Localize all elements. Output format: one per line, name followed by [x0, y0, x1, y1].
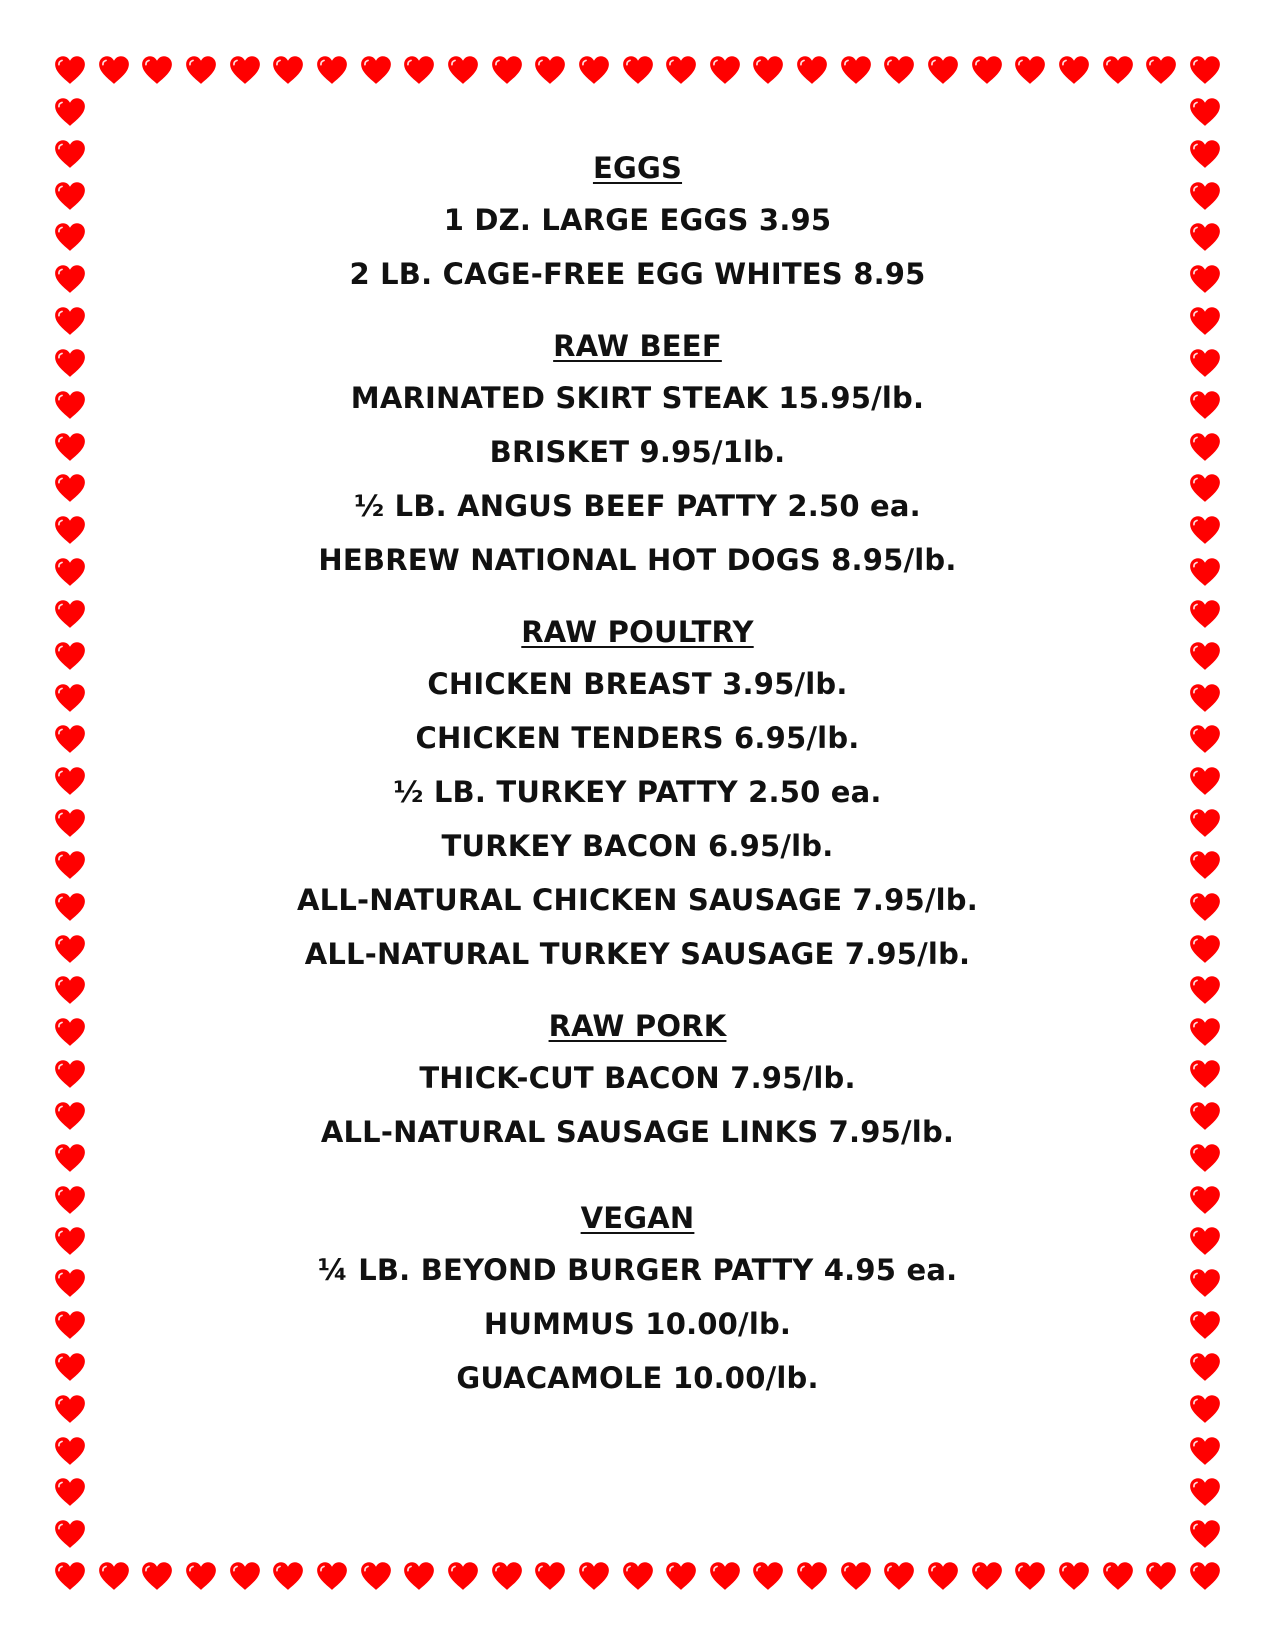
heart-icon [664, 53, 698, 87]
heart-icon [53, 681, 87, 715]
heart-icon [795, 1559, 829, 1593]
heart-icon [1188, 1015, 1222, 1049]
heart-icon [1188, 1141, 1222, 1175]
menu-item: ½ LB. ANGUS BEEF PATTY 2.50 ea. [354, 489, 921, 523]
heart-icon [1013, 53, 1047, 87]
heart-icon [970, 1559, 1004, 1593]
menu-item: BRISKET 9.95/1lb. [489, 435, 786, 469]
heart-icon [402, 53, 436, 87]
menu-item: HEBREW NATIONAL HOT DOGS 8.95/lb. [318, 543, 957, 577]
menu-item: 2 LB. CAGE-FREE EGG WHITES 8.95 [349, 257, 926, 291]
heart-icon [402, 1559, 436, 1593]
menu-item: THICK-CUT BACON 7.95/lb. [419, 1061, 856, 1095]
heart-icon [1188, 53, 1222, 87]
heart-icon [664, 1559, 698, 1593]
heart-icon [1188, 1183, 1222, 1217]
heart-icon [53, 597, 87, 631]
heart-icon [839, 1559, 873, 1593]
menu-item: GUACAMOLE 10.00/lb. [456, 1361, 819, 1395]
heart-icon [53, 848, 87, 882]
heart-icon [315, 53, 349, 87]
heart-icon [1101, 53, 1135, 87]
heart-icon [1188, 1099, 1222, 1133]
menu-item: HUMMUS 10.00/lb. [483, 1307, 792, 1341]
heart-icon [1188, 1266, 1222, 1300]
heart-icon [97, 1559, 131, 1593]
heart-icon [621, 53, 655, 87]
section-raw-pork [200, 1008, 1075, 1150]
heart-icon [315, 1559, 349, 1593]
heart-icon [53, 513, 87, 547]
heart-icon [1188, 764, 1222, 798]
heart-icon [882, 53, 916, 87]
menu-item: ALL-NATURAL SAUSAGE LINKS 7.95/lb. [320, 1115, 955, 1149]
heart-icon [1188, 513, 1222, 547]
heart-icon [53, 179, 87, 213]
heart-icon [1188, 304, 1222, 338]
heart-icon [926, 53, 960, 87]
heart-icon [53, 1099, 87, 1133]
heart-icon [53, 1266, 87, 1300]
heart-icon [53, 1434, 87, 1468]
heart-icon [708, 1559, 742, 1593]
heart-icon [53, 388, 87, 422]
heart-icon [1013, 1559, 1047, 1593]
heart-icon [53, 1559, 87, 1593]
heart-icon [577, 53, 611, 87]
heart-icon [577, 1559, 611, 1593]
heart-icon [97, 53, 131, 87]
heart-icon [228, 53, 262, 87]
heart-icon [1188, 95, 1222, 129]
heart-icon [1057, 53, 1091, 87]
section-raw-poultry [200, 614, 1075, 972]
heart-icon [359, 53, 393, 87]
heart-icon [1188, 639, 1222, 673]
heart-icon [140, 1559, 174, 1593]
heart-icon [926, 1559, 960, 1593]
heart-icon [271, 1559, 305, 1593]
menu-item: ¼ LB. BEYOND BURGER PATTY 4.95 ea. [317, 1253, 958, 1287]
heart-icon [1101, 1559, 1135, 1593]
heart-icon [53, 1141, 87, 1175]
heart-icon [53, 806, 87, 840]
heart-icon [1144, 53, 1178, 87]
section-raw-beef [200, 328, 1075, 578]
heart-icon [1144, 1559, 1178, 1593]
heart-icon [53, 555, 87, 589]
heart-icon [1188, 555, 1222, 589]
heart-icon [1188, 262, 1222, 296]
section-heading: RAW PORK [548, 1009, 727, 1043]
heart-icon [53, 1015, 87, 1049]
menu-item: ½ LB. TURKEY PATTY 2.50 ea. [393, 775, 882, 809]
heart-icon [53, 137, 87, 171]
heart-icon [1188, 1057, 1222, 1091]
heart-icon [490, 1559, 524, 1593]
heart-icon [1188, 1559, 1222, 1593]
heart-icon [53, 471, 87, 505]
heart-icon [1188, 179, 1222, 213]
heart-icon [1188, 1350, 1222, 1384]
heart-icon [53, 1350, 87, 1384]
heart-icon [708, 53, 742, 87]
heart-icon [228, 1559, 262, 1593]
heart-icon [970, 53, 1004, 87]
heart-icon [1188, 806, 1222, 840]
heart-icon [53, 1392, 87, 1426]
heart-icon [1188, 597, 1222, 631]
heart-icon [1188, 890, 1222, 924]
heart-icon [751, 53, 785, 87]
heart-icon [1188, 137, 1222, 171]
heart-icon [1188, 1475, 1222, 1509]
menu-item: ALL-NATURAL TURKEY SAUSAGE 7.95/lb. [304, 937, 971, 971]
heart-icon [446, 53, 480, 87]
heart-icon [53, 722, 87, 756]
heart-icon [882, 1559, 916, 1593]
heart-icon [839, 53, 873, 87]
heart-icon [53, 262, 87, 296]
heart-icon [53, 1308, 87, 1342]
section-eggs [200, 150, 1075, 292]
section-heading: EGGS [592, 151, 683, 185]
heart-icon [53, 973, 87, 1007]
heart-icon [621, 1559, 655, 1593]
heart-icon [1188, 220, 1222, 254]
heart-icon [533, 53, 567, 87]
heart-icon [53, 932, 87, 966]
heart-icon [184, 1559, 218, 1593]
heart-icon [53, 1183, 87, 1217]
heart-icon [53, 639, 87, 673]
heart-icon [1188, 430, 1222, 464]
heart-icon [1188, 471, 1222, 505]
heart-icon [140, 53, 174, 87]
menu-item: MARINATED SKIRT STEAK 15.95/lb. [350, 381, 925, 415]
heart-icon [1188, 1224, 1222, 1258]
heart-icon [53, 1224, 87, 1258]
heart-icon [53, 1057, 87, 1091]
heart-icon [1057, 1559, 1091, 1593]
heart-icon [795, 53, 829, 87]
heart-icon [1188, 1308, 1222, 1342]
section-heading: VEGAN [580, 1201, 695, 1235]
heart-icon [271, 53, 305, 87]
menu-item: TURKEY BACON 6.95/lb. [441, 829, 834, 863]
heart-icon [1188, 1517, 1222, 1551]
heart-icon [359, 1559, 393, 1593]
menu-item: 1 DZ. LARGE EGGS 3.95 [443, 203, 832, 237]
heart-icon [1188, 973, 1222, 1007]
heart-icon [53, 95, 87, 129]
heart-icon [1188, 346, 1222, 380]
heart-icon [446, 1559, 480, 1593]
heart-icon [53, 764, 87, 798]
heart-icon [490, 53, 524, 87]
heart-icon [53, 53, 87, 87]
heart-icon [533, 1559, 567, 1593]
heart-icon [53, 346, 87, 380]
heart-icon [1188, 722, 1222, 756]
heart-icon [53, 1517, 87, 1551]
section-heading: RAW BEEF [553, 329, 722, 363]
section-heading: RAW POULTRY [521, 615, 754, 649]
heart-icon [53, 304, 87, 338]
heart-icon [184, 53, 218, 87]
menu-item: CHICKEN TENDERS 6.95/lb. [415, 721, 860, 755]
heart-icon [1188, 388, 1222, 422]
heart-icon [53, 220, 87, 254]
heart-icon [751, 1559, 785, 1593]
heart-icon [53, 1475, 87, 1509]
heart-icon [1188, 932, 1222, 966]
heart-icon [53, 430, 87, 464]
heart-icon [1188, 1392, 1222, 1426]
section-vegan [200, 1200, 1075, 1396]
heart-icon [53, 890, 87, 924]
heart-icon [1188, 848, 1222, 882]
menu-list [200, 150, 1075, 1396]
heart-icon [1188, 681, 1222, 715]
menu-item: ALL-NATURAL CHICKEN SAUSAGE 7.95/lb. [297, 883, 978, 917]
heart-icon [1188, 1434, 1222, 1468]
menu-item: CHICKEN BREAST 3.95/lb. [427, 667, 848, 701]
